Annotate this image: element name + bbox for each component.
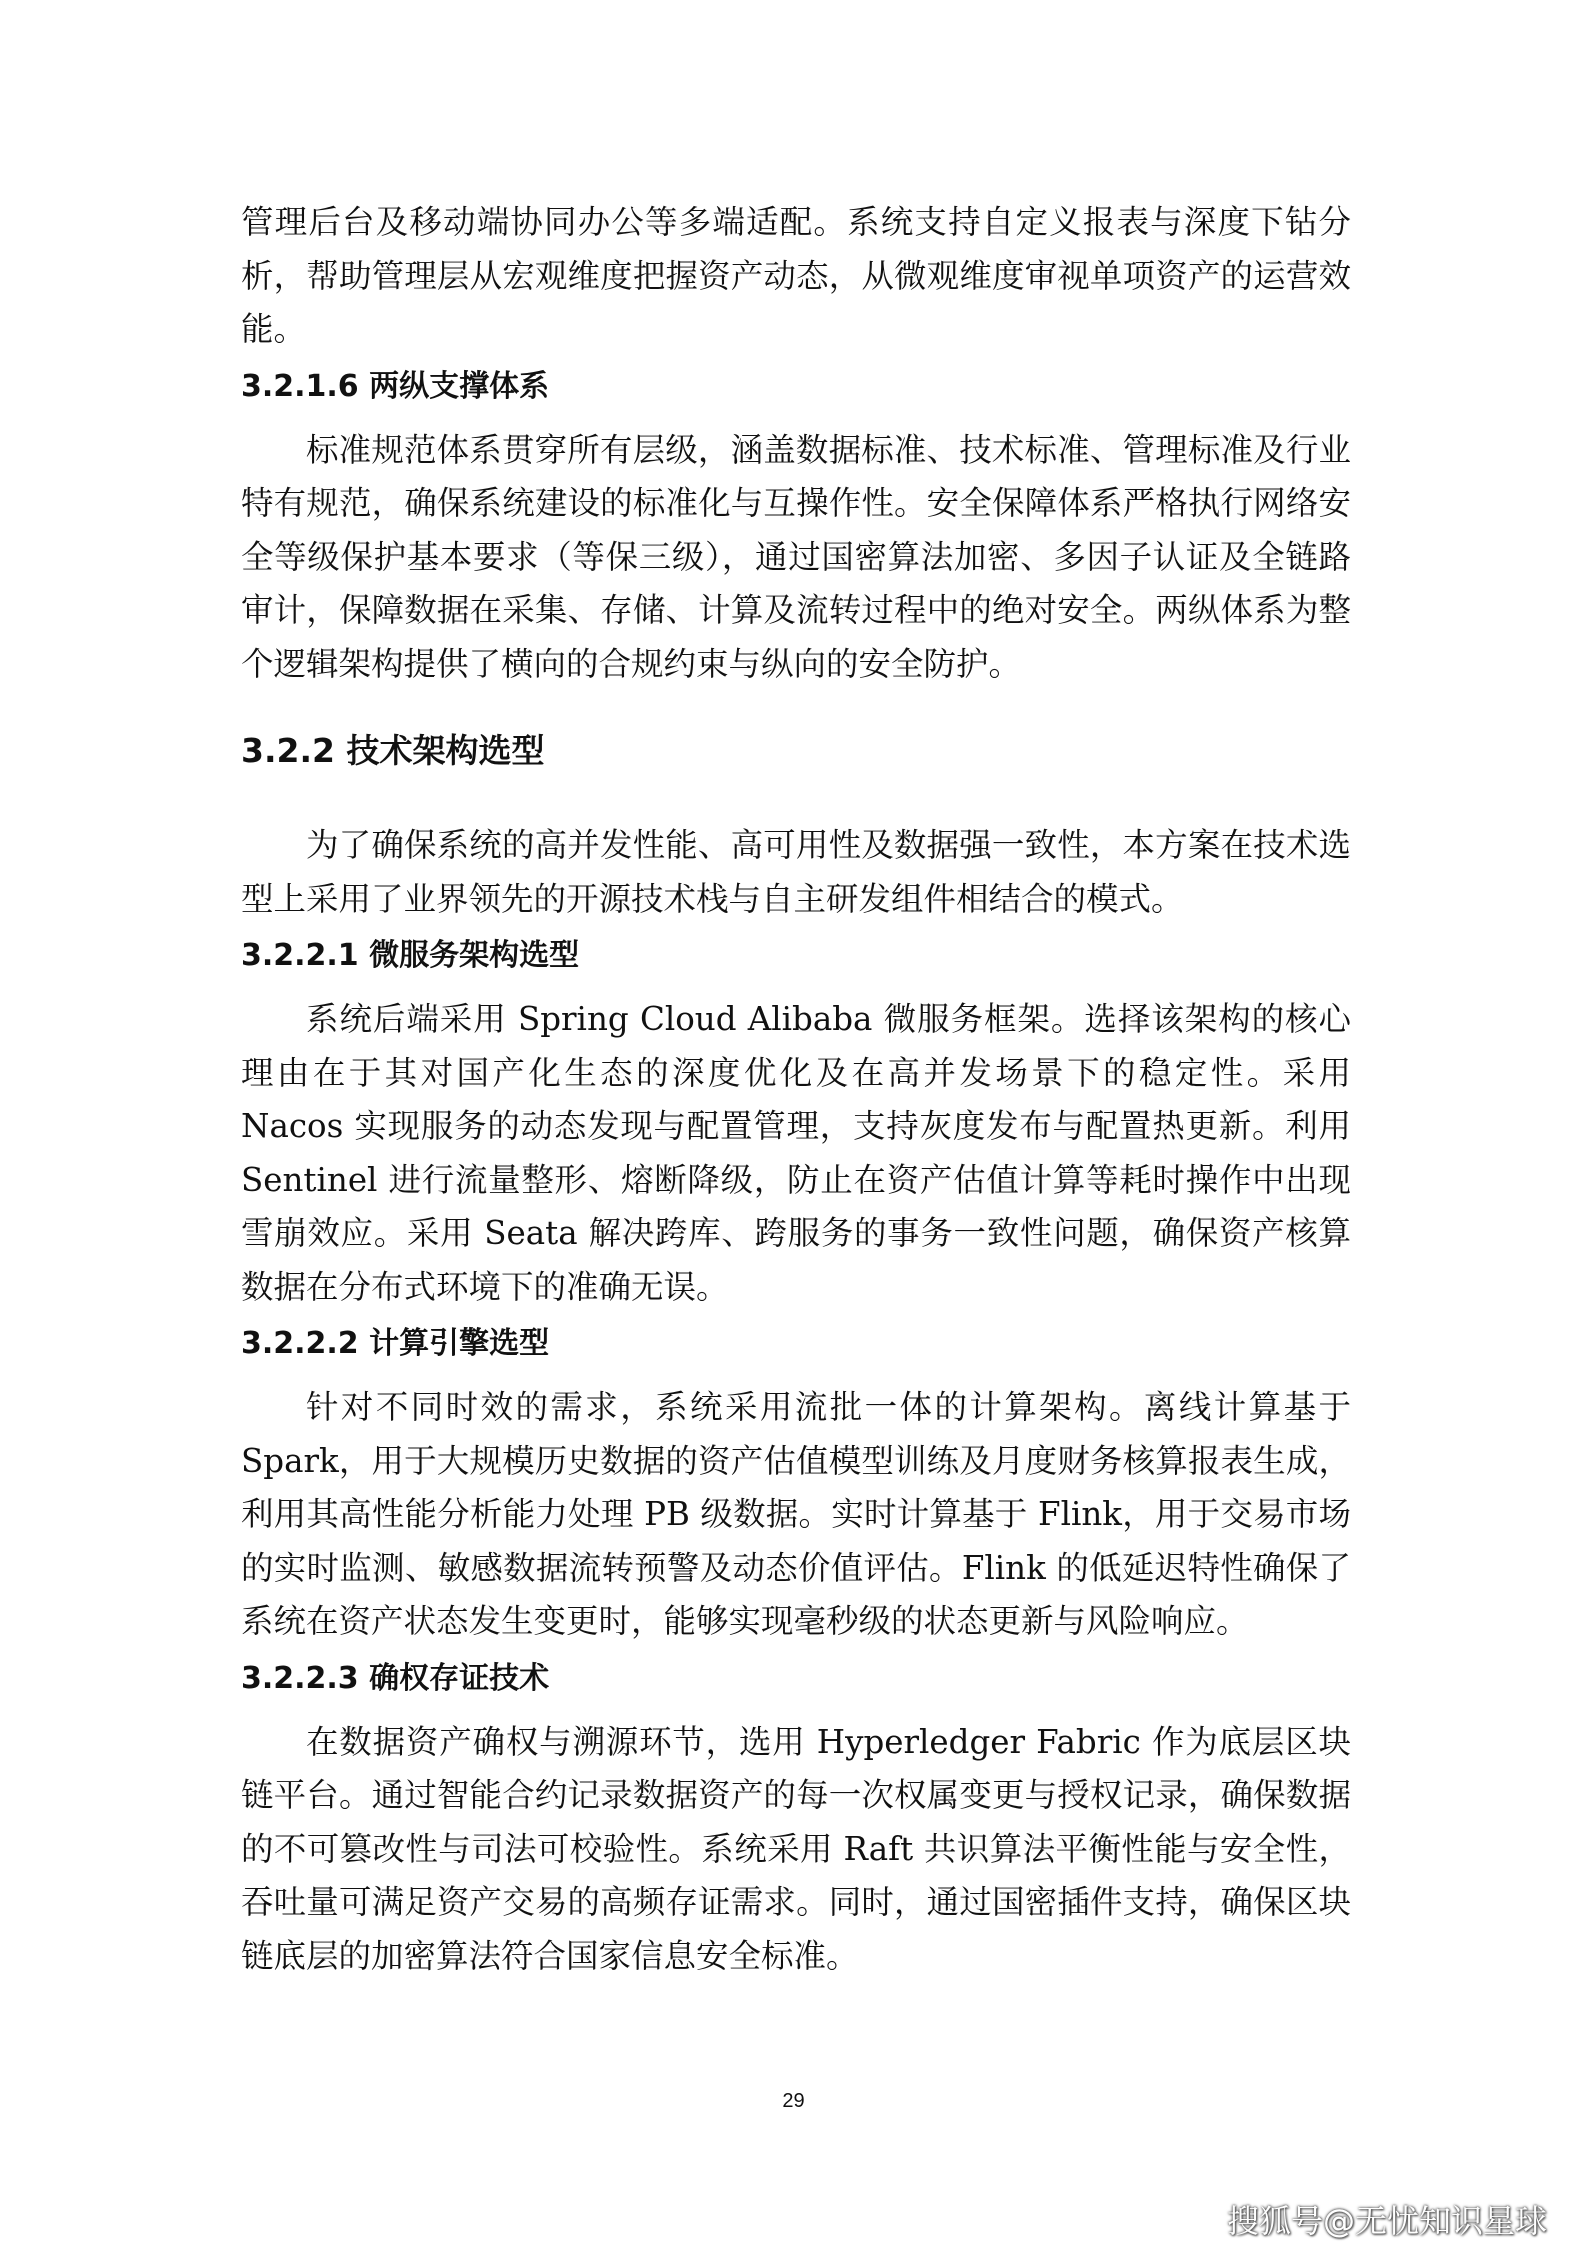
- paragraph-multi-terminal-adaptation: 管理后台及移动端协同办公等多端适配。系统支持自定义报表与深度下钻分析，帮助管理层从宏观维度把握资产动态，从微观维度审视单项资产的运营效能。: [241, 203, 1351, 348]
- heading-3-2-2-2: 3.2.2.2 计算引擎选型: [241, 1326, 550, 1361]
- heading-3-2-1-6: 3.2.1.6 两纵支撑体系: [241, 368, 550, 404]
- document-body: [241, 196, 1351, 1983]
- heading-3-2-2-1: 3.2.2.1 微服务架构选型: [241, 938, 580, 973]
- heading-3-2-2: 3.2.2 技术架构选型: [241, 731, 545, 770]
- paragraph-microservices: 系统后端采用 Spring Cloud Alibaba 微服务框架。选择该架构的核心理由在于其对国产化生态的深度优化及在高并发场景下的稳定性。采用 Nacos 实现服务的动态发现与配置管理，支持灰度发布与配置热更新。利用 Sentinel 进行流量整形、熔断降级，防止在资产估值计算等耗时操作中出现雪崩效应。采用 Seata 解决跨库、跨服务的事务一致性问题，确保资产核算数据在分布式环境下的准确无误。: [241, 1000, 1351, 1306]
- heading-3-2-2-3: 3.2.2.3 确权存证技术: [241, 1660, 550, 1696]
- paragraph-blockchain: 在数据资产确权与溯源环节，选用 Hyperledger Fabric 作为底层区块链平台。通过智能合约记录数据资产的每一次权属变更与授权记录，确保数据的不可篡改性与司法可校验性。系统采用 Raft 共识算法平衡性能与安全性，吞吐量可满足资产交易的高频存证需求。同时，通过国密插件支持，确保区块链底层的加密算法符合国家信息安全标准。: [241, 1722, 1351, 1975]
- paragraph-tech-selection-intro: 为了确保系统的高并发性能、高可用性及数据强一致性，本方案在技术选型上采用了业界领先的开源技术栈与自主研发组件相结合的模式。: [241, 826, 1351, 918]
- paragraph-compute-engine: 针对不同时效的需求，系统采用流批一体的计算架构。离线计算基于 Spark，用于大规模历史数据的资产估值模型训练及月度财务核算报表生成，利用其高性能分析能力处理 PB 级数据。实时计算基于 Flink，用于交易市场的实时监测、敏感数据流转预警及动态价值评估。Flink 的低延迟特性确保了系统在资产状态发生变更时，能够实现毫秒级的状态更新与风险响应。: [241, 1388, 1351, 1640]
- page-number: 29: [782, 2090, 805, 2112]
- paragraph-support-systems: 标准规范体系贯穿所有层级，涵盖数据标准、技术标准、管理标准及行业特有规范，确保系统建设的标准化与互操作性。安全保障体系严格执行网络安全等级保护基本要求（等保三级），通过国密算法加密、多因子认证及全链路审计，保障数据在采集、存储、计算及流转过程中的绝对安全。两纵体系为整个逻辑架构提供了横向的合规约束与纵向的安全防护。: [241, 430, 1351, 683]
- watermark: 搜狐号@无忧知识星球: [1226, 2202, 1547, 2240]
